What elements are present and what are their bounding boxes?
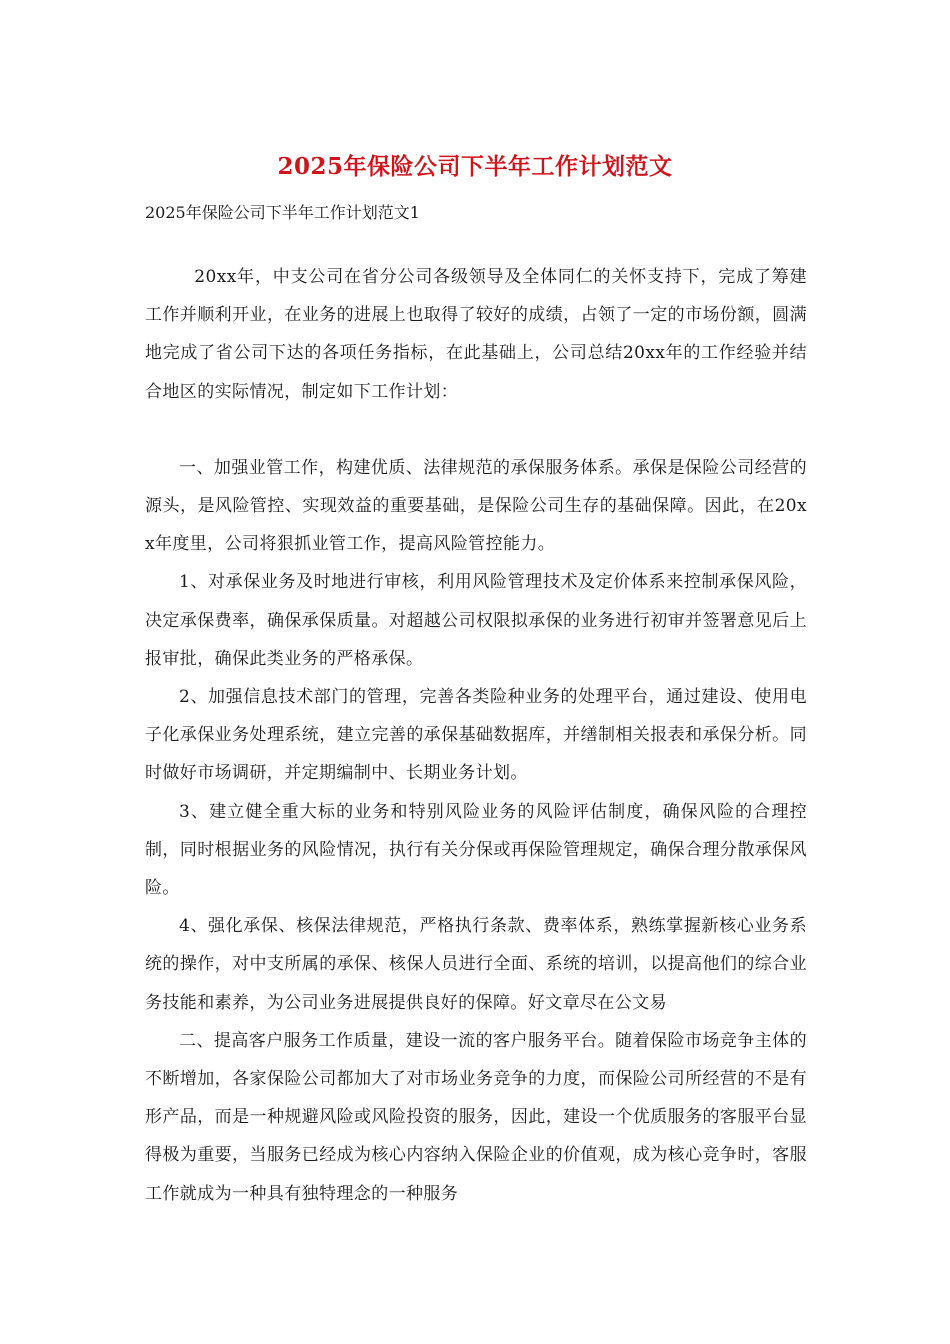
paragraph-gap bbox=[145, 411, 807, 449]
paragraph-item-2: 2、加强信息技术部门的管理，完善各类险种业务的处理平台，通过建设、使用电子化承保业务处理系统，建立完善的承保基础数据库，并缮制相关报表和承保分析。同时做好市场调研，并定期编制中、长期业务计划。 bbox=[145, 687, 807, 784]
paragraph-section-2: 二、提高客户服务工作质量，建设一流的客户服务平台。随着保险市场竞争主体的不断增加，各家保险公司都加大了对市场业务竞争的力度，而保险公司所经营的不是有形产品，而是一种规避风险或风险投资的服务，因此，建设一个优质服务的客服平台显得极为重要，当服务已经成为核心内容纳入保险企业的价值观，成为核心竞争时，客服工作就成为一种具有独特理念的一种服务 bbox=[145, 1030, 807, 1204]
paragraph-item-1: 1、对承保业务及时地进行审核，利用风险管理技术及定价体系来控制承保风险，决定承保费率，确保承保质量。对超越公司权限拟承保的业务进行初审并签署意见后上报审批，确保此类业务的严格承保。 bbox=[145, 572, 807, 669]
document-title: 2025年保险公司下半年工作计划范文 bbox=[277, 153, 673, 180]
document-subtitle: 2025年保险公司下半年工作计划范文1 bbox=[145, 203, 420, 222]
paragraph-intro: 20xx年，中支公司在省分公司各级领导及全体同仁的关怀支持下，完成了筹建工作并顺利开业，在业务的进展上也取得了较好的成绩，占领了一定的市场份额，圆满地完成了省公司下达的各项任务指标，在此基础上，公司总结20xx年的工作经验并结合地区的实际情况，制定如下工作计划： bbox=[145, 267, 807, 402]
paragraph-item-3: 3、建立健全重大标的业务和特别风险业务的风险评估制度，确保风险的合理控制，同时根据业务的风险情况，执行有关分保或再保险管理规定，确保合理分散承保风险。 bbox=[145, 801, 807, 899]
paragraph-section-1: 一、加强业管工作，构建优质、法律规范的承保服务体系。承保是保险公司经营的源头，是风险管控、实现效益的重要基础，是保险公司生存的基础保障。因此，在20xx年度里，公司将狠抓业管工作，提高风险管控能力。 bbox=[145, 457, 807, 555]
paragraph-item-4: 4、强化承保、核保法律规范，严格执行条款、费率体系，熟练掌握新核心业务系统的操作，对中支所属的承保、核保人员进行全面、系统的培训，以提高他们的综合业务技能和素养，为公司业务进展提供良好的保障。好文章尽在公文易 bbox=[145, 916, 807, 1013]
document-body bbox=[145, 258, 807, 1213]
